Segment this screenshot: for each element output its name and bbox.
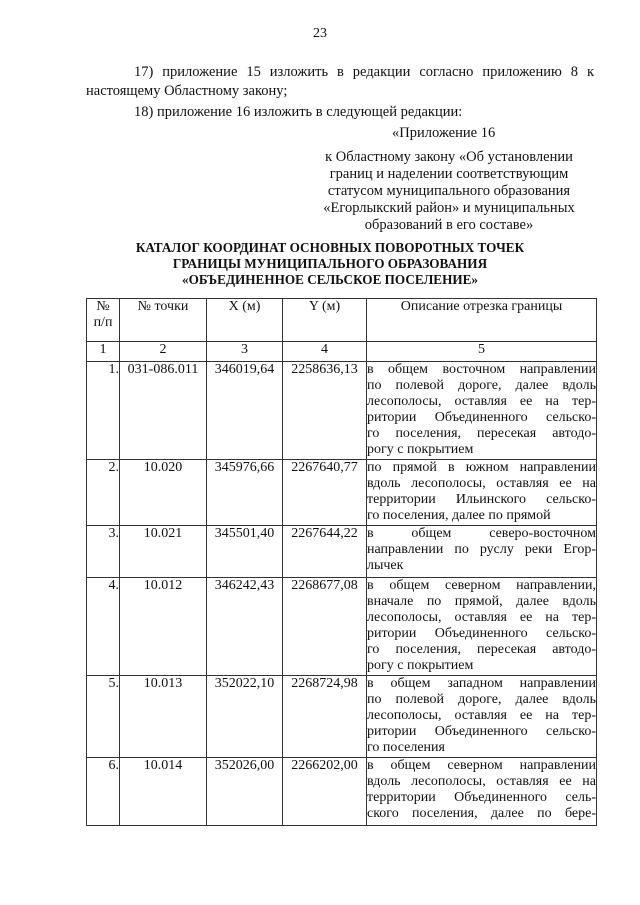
point-number: 10.021 — [120, 526, 207, 578]
y-coordinate: 2266202,00 — [283, 758, 367, 826]
column-number: 3 — [207, 342, 283, 362]
point-number: 10.014 — [120, 758, 207, 826]
coordinates-table — [86, 298, 597, 826]
table-row — [87, 758, 597, 826]
row-number: 5. — [87, 676, 120, 758]
paragraph-17: 17) приложение 15 изложить в редакции согласно приложению 8 к настоящему Областному закону; — [86, 64, 594, 99]
column-number: 4 — [283, 342, 367, 362]
page-number: 23 — [313, 26, 327, 41]
appendix-heading: «Приложение 16 — [392, 125, 496, 141]
row-number: 2. — [87, 460, 120, 526]
catalog-title-line: КАТАЛОГ КООРДИНАТ ОСНОВНЫХ ПОВОРОТНЫХ ТОЧЕК — [135, 240, 525, 255]
table-row — [87, 526, 597, 578]
column-number: 1 — [87, 342, 120, 362]
appendix-line: образований в его составе» — [364, 217, 534, 233]
segment-description: в общем северном направлении вдоль лесополосы, оставляя ее на территории Объединенного сель- ского поселения, далее по бере- — [367, 758, 597, 826]
segment-description: в общем восточном направлении по полевой дороге, далее вдоль лесополосы, оставляя ее на тер- ритории Объединенного сельско- го поселения, пересекая автодо- рогу с покрытием — [367, 362, 597, 460]
point-number: 10.012 — [120, 578, 207, 676]
table-row — [87, 676, 597, 758]
column-number: 5 — [367, 342, 597, 362]
y-coordinate: 2258636,13 — [283, 362, 367, 460]
table-row — [87, 578, 597, 676]
y-coordinate: 2268677,08 — [283, 578, 367, 676]
row-number: 6. — [87, 758, 120, 826]
header-x: X (м) — [207, 299, 283, 342]
appendix-reference — [312, 149, 586, 234]
x-coordinate: 345976,66 — [207, 460, 283, 526]
table-row — [87, 460, 597, 526]
row-number: 1. — [87, 362, 120, 460]
header-point-number: № точки — [120, 299, 207, 342]
header-y: Y (м) — [283, 299, 367, 342]
x-coordinate: 346019,64 — [207, 362, 283, 460]
y-coordinate: 2267640,77 — [283, 460, 367, 526]
column-number: 2 — [120, 342, 207, 362]
paragraph-18: 18) приложение 16 изложить в следующей редакции: — [134, 104, 463, 120]
segment-description: по прямой в южном направлении вдоль лесополосы, оставляя ее на территории Ильинского сельско- го поселения, далее по прямой — [367, 460, 597, 526]
segment-description: в общем западном направлении по полевой дороге, далее вдоль лесополосы, оставляя ее на тер- ритории Объединенного сельско- го поселения — [367, 676, 597, 758]
column-number-row — [87, 342, 597, 362]
x-coordinate: 345501,40 — [207, 526, 283, 578]
catalog-title-line: «ОБЪЕДИНЕННОЕ СЕЛЬСКОЕ ПОСЕЛЕНИЕ» — [181, 272, 479, 287]
appendix-line: «Егорлыкский район» и муниципальных — [323, 200, 575, 216]
x-coordinate: 352022,10 — [207, 676, 283, 758]
y-coordinate: 2268724,98 — [283, 676, 367, 758]
catalog-title — [120, 240, 540, 288]
appendix-line: к Областному закону «Об установлении — [325, 149, 573, 165]
point-number: 031-086.011 — [120, 362, 207, 460]
row-number: 3. — [87, 526, 120, 578]
point-number: 10.013 — [120, 676, 207, 758]
catalog-title-line: ГРАНИЦЫ МУНИЦИПАЛЬНОГО ОБРАЗОВАНИЯ — [172, 256, 488, 271]
segment-description: в общем северо-восточном направлении по руслу реки Егор- лычек — [367, 526, 597, 578]
row-number: 4. — [87, 578, 120, 676]
table-header-row — [87, 299, 597, 342]
x-coordinate: 346242,43 — [207, 578, 283, 676]
point-number: 10.020 — [120, 460, 207, 526]
y-coordinate: 2267644,22 — [283, 526, 367, 578]
x-coordinate: 352026,00 — [207, 758, 283, 826]
segment-description: в общем северном направлении, вначале по прямой, далее вдоль лесополосы, оставляя ее на тер- ритории Объединенного сельско- го поселения, пересекая автодо- рогу с покрытием — [367, 578, 597, 676]
table-row — [87, 362, 597, 460]
header-row-number: № п/п — [87, 299, 120, 342]
header-description: Описание отрезка границы — [367, 299, 597, 342]
appendix-line: статусом муниципального образования — [327, 183, 571, 199]
appendix-line: границ и наделении соответствующим — [329, 166, 569, 182]
